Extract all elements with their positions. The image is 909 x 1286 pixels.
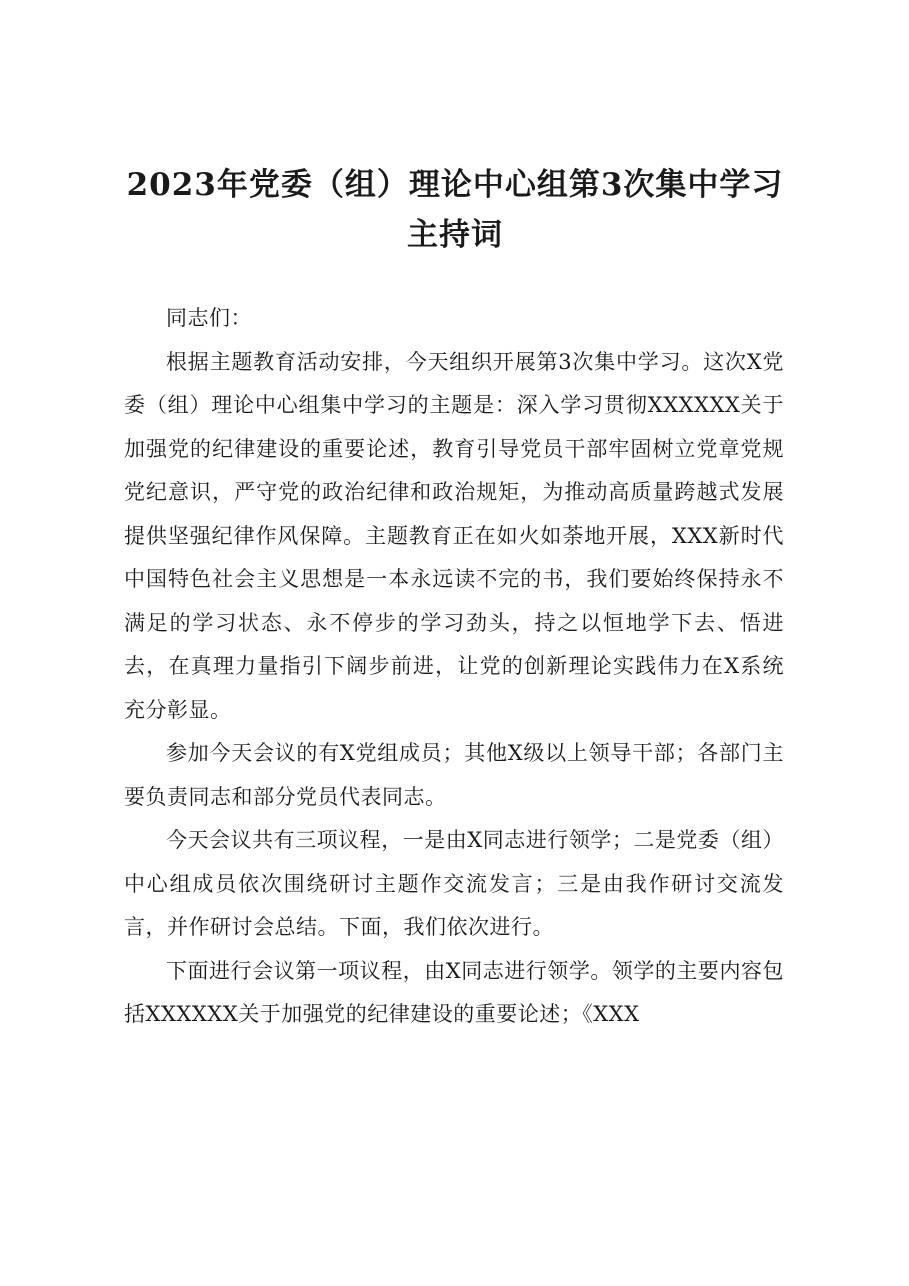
first-item-paragraph: 下面进行会议第一项议程，由X同志进行领学。领学的主要内容包括XXXXXX关于加强党的纪律建设的重要论述；《XXX (124, 958, 784, 1026)
attendees-paragraph: 参加今天会议的有X党组成员；其他X级以上领导干部；各部门主要负责同志和部分党员代表同志。 (124, 741, 784, 809)
intro-paragraph: 根据主题教育活动安排，今天组织开展第3次集中学习。这次X党委（组）理论中心组集中学习的主题是：深入学习贯彻XXXXXX关于加强党的纪律建设的重要论述，教育引导党员干部牢固树立党章党规党纪意识，严守党的政治纪律和政治规矩，为推动高质量跨越式发展提供坚强纪律作风保障。主题教育正在如火如荼地开展，XXX新时代中国特色社会主义思想是一本永远读不完的书，我们要始终保持永不满足的学习状态、永不停步的学习劲头，持之以恒地学下去、悟进去，在真理力量指引下阔步前进，让党的创新理论实践伟力在X系统充分彰显。 (124, 349, 784, 722)
agenda-paragraph: 今天会议共有三项议程，一是由X同志进行领学；二是党委（组）中心组成员依次围绕研讨主题作交流发言；三是由我作研讨交流发言，并作研讨会总结。下面，我们依次进行。 (124, 828, 784, 939)
greeting-paragraph: 同志们： (166, 306, 252, 330)
document-body (124, 297, 784, 1037)
document-title: 2023年党委（组）理论中心组第3次集中学习主持词 (126, 167, 784, 253)
